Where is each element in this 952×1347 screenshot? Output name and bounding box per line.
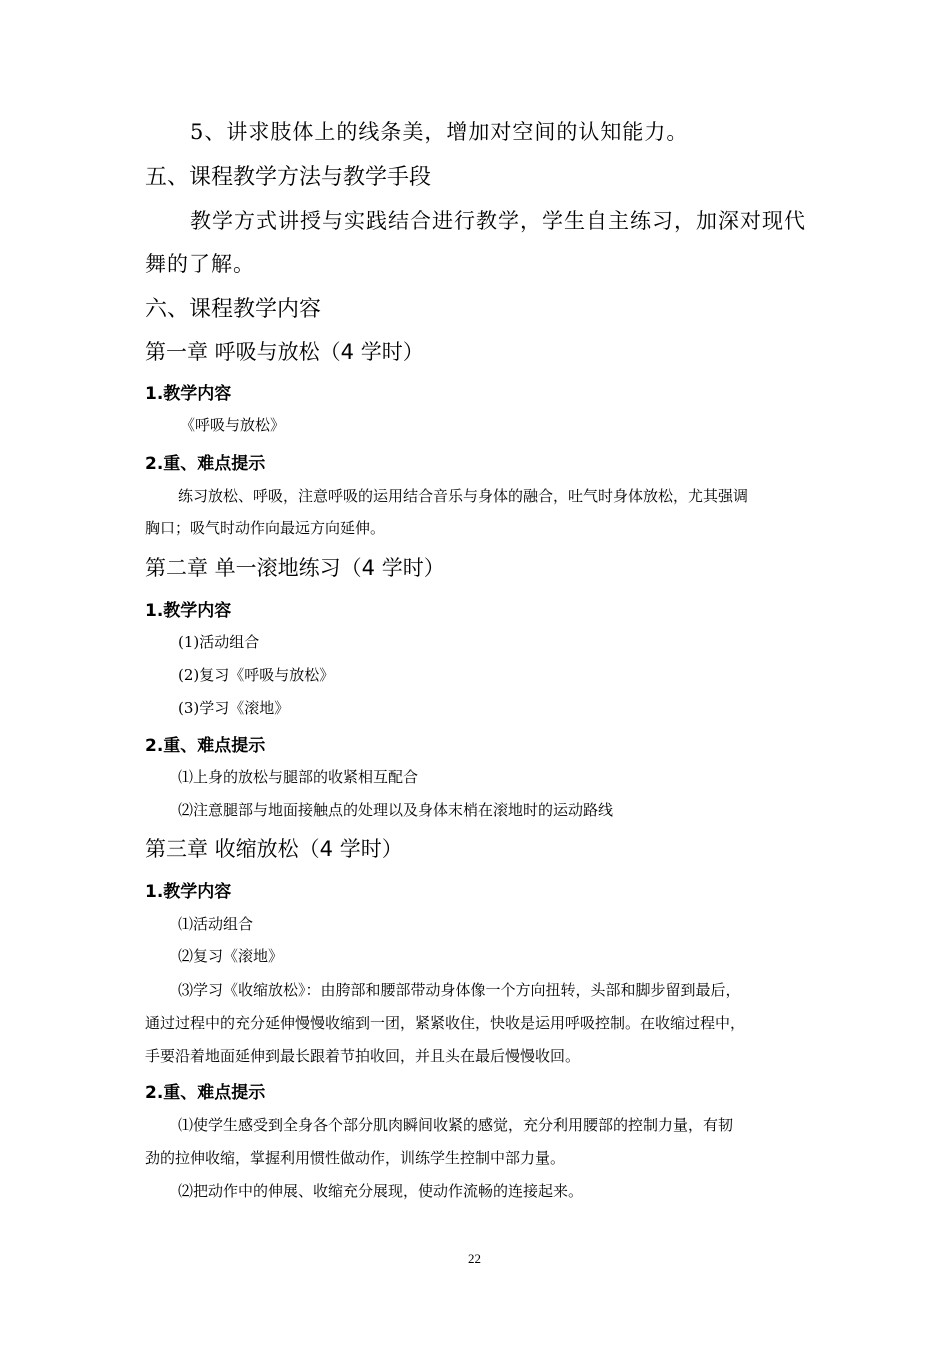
chapter-1-content-heading: 1.教学内容 <box>145 384 232 404</box>
chapter-2-content-heading: 1.教学内容 <box>145 601 232 621</box>
section-6-heading: 六、课程教学内容 <box>145 297 322 322</box>
chapter-3-content-item-3-line-2: 通过过程中的充分延伸慢慢收缩到一团，紧紧收住，快收是运用呼吸控制。在收缩过程中， <box>145 1014 746 1032</box>
chapter-3-heading: 第三章 收缩放松（4 学时） <box>145 837 403 861</box>
chapter-3-content-item-2: ⑵复习《滚地》 <box>178 947 284 965</box>
chapter-2-heading: 第二章 单一滚地练习（4 学时） <box>145 556 445 580</box>
chapter-3-key-points-heading: 2.重、难点提示 <box>145 1083 266 1103</box>
chapter-1-content-item: 《呼吸与放松》 <box>180 416 286 434</box>
chapter-3-content-heading: 1.教学内容 <box>145 882 232 902</box>
chapter-1-heading: 第一章 呼吸与放松（4 学时） <box>145 340 424 364</box>
chapter-2-content-item-3: (3)学习《滚地》 <box>178 699 290 717</box>
chapter-1-key-points-line-1: 练习放松、呼吸，注意呼吸的运用结合音乐与身体的融合，吐气时身体放松，尤其强调 <box>178 487 749 505</box>
chapter-3-key-point-2: ⑵把动作中的伸展、收缩充分展现，使动作流畅的连接起来。 <box>178 1182 584 1200</box>
page-number: 22 <box>468 1251 481 1266</box>
course-objective-item-5: 5、讲求肢体上的线条美，增加对空间的认知能力。 <box>190 120 689 144</box>
chapter-1-key-points-line-2: 胸口；吸气时动作向最远方向延伸。 <box>145 519 386 537</box>
chapter-2-content-item-2: (2)复习《呼吸与放松》 <box>178 666 335 684</box>
section-5-paragraph-line-2: 舞的了解。 <box>145 252 255 276</box>
chapter-3-content-item-3-line-3: 手要沿着地面延伸到最长跟着节拍收回，并且头在最后慢慢收回。 <box>145 1047 581 1065</box>
chapter-3-content-item-1: ⑴活动组合 <box>178 915 254 933</box>
chapter-2-key-point-2: ⑵注意腿部与地面接触点的处理以及身体末梢在滚地时的运动路线 <box>178 801 614 819</box>
chapter-2-key-point-1: ⑴上身的放松与腿部的收紧相互配合 <box>178 768 419 786</box>
section-5-heading: 五、课程教学方法与教学手段 <box>145 165 432 190</box>
chapter-2-key-points-heading: 2.重、难点提示 <box>145 736 266 756</box>
chapter-3-key-point-1-line-2: 劲的拉伸收缩，掌握利用惯性做动作，训练学生控制中部力量。 <box>145 1149 566 1167</box>
chapter-3-key-point-1-line-1: ⑴使学生感受到全身各个部分肌肉瞬间收紧的感觉，充分利用腰部的控制力量，有韧 <box>178 1116 734 1134</box>
chapter-2-content-item-1: (1)活动组合 <box>178 633 260 651</box>
section-5-paragraph-line-1: 教学方式讲授与实践结合进行教学，学生自主练习，加深对现代 <box>190 209 806 233</box>
chapter-3-content-item-3-line-1: ⑶学习《收缩放松》：由胯部和腰部带动身体像一个方向扭转，头部和脚步留到最后， <box>178 981 741 999</box>
chapter-1-key-points-heading: 2.重、难点提示 <box>145 454 266 474</box>
